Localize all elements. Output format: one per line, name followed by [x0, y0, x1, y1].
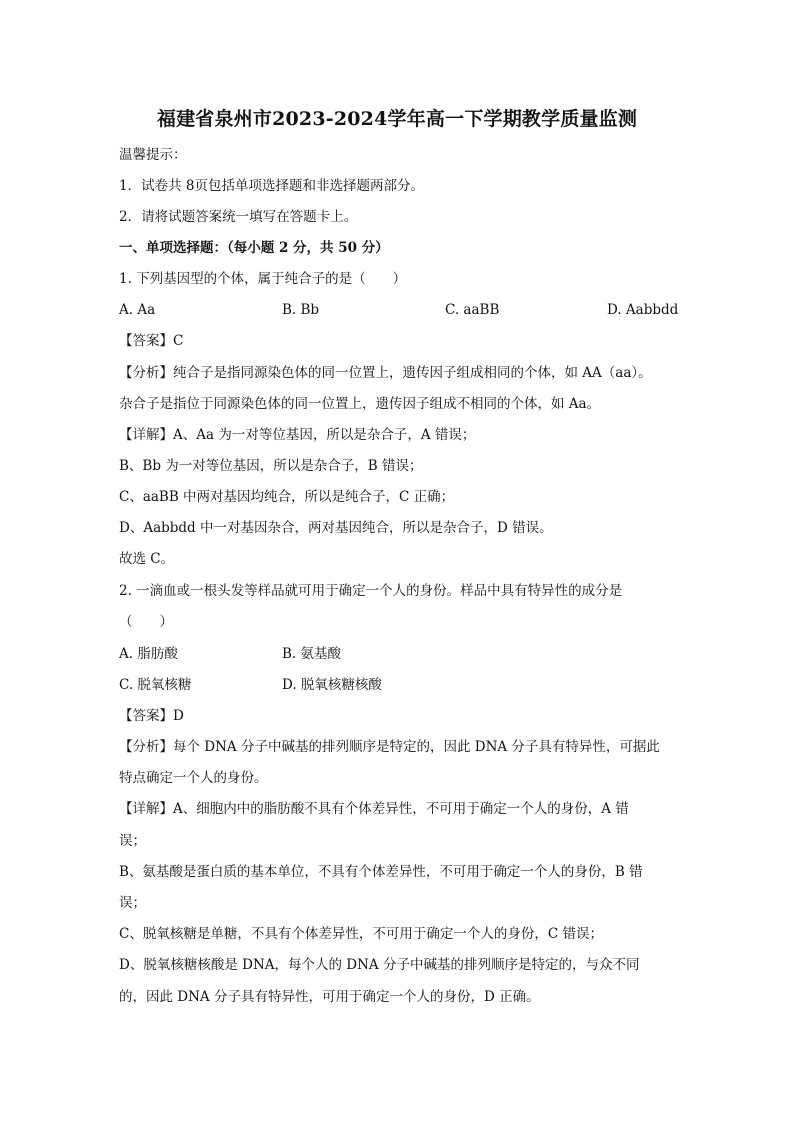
note-2: 2．请将试题答案统一填写在答题卡上。	[119, 209, 358, 225]
q1-detail-3: C、aaBB 中两对基因均纯合，所以是纯合子，C 正确；	[119, 489, 455, 505]
q1-stem: 1. 下列基因型的个体，属于纯合子的是（ ）	[119, 271, 407, 287]
q1-option-a: A. Aa	[119, 302, 156, 318]
q1-detail-2: B、Bb 为一对等位基因，所以是杂合子，B 错误；	[119, 458, 423, 474]
tip-label: 温馨提示：	[119, 147, 187, 163]
q1-conclusion: 故选 C。	[119, 551, 175, 567]
q2-detail-1: 【详解】A、细胞内中的脂肪酸不具有个体差异性，不可用于确定一个人的身份，A 错	[119, 801, 629, 817]
q2-answer: 【答案】D	[119, 708, 184, 724]
q2-detail-2-cont: 误；	[119, 895, 146, 911]
section-heading: 一、单项选择题：（每小题 2 分，共 50 分）	[119, 240, 389, 256]
q2-detail-2: B、氨基酸是蛋白质的基本单位，不具有个体差异性，不可用于确定一个人的身份，B 错	[119, 864, 643, 880]
q1-detail-1: 【详解】A、Aa 为一对等位基因，所以是杂合子，A 错误；	[119, 427, 476, 443]
q2-detail-3: C、脱氧核糖是单糖，不具有个体差异性，不可用于确定一个人的身份，C 错误；	[119, 926, 603, 942]
note-1: 1．试卷共 8页包括单项选择题和非选择题两部分。	[119, 178, 424, 194]
q2-option-c: C. 脱氧核糖	[119, 677, 192, 693]
q2-option-a: A. 脂肪酸	[119, 646, 178, 662]
q2-detail-4-cont: 的，因此 DNA 分子具有特异性，可用于确定一个人的身份，D 正确。	[119, 989, 540, 1005]
q1-answer: 【答案】C	[119, 333, 184, 349]
q1-option-c: C. aaBB	[445, 302, 500, 318]
document-title: 福建省泉州市2023-2024学年高一下学期教学质量监测	[156, 108, 638, 130]
q1-option-d: D. Aabbdd	[607, 302, 679, 318]
q2-detail-1-cont: 误；	[119, 833, 146, 849]
q2-option-b: B. 氨基酸	[282, 646, 342, 662]
q1-option-b: B. Bb	[282, 302, 320, 318]
q1-detail-4: D、Aabbdd 中一对基因杂合，两对基因纯合，所以是杂合子，D 错误。	[119, 520, 553, 536]
q2-stem-1: 2. 一滴血或一根头发等样品就可用于确定一个人的身份。样品中具有特异性的成分是	[119, 583, 623, 599]
q2-detail-4: D、脱氧核糖核酸是 DNA，每个人的 DNA 分子中碱基的排列顺序是特定的，与众不同	[119, 957, 640, 973]
q2-stem-2: （ ）	[119, 614, 173, 630]
q2-analysis-2: 特点确定一个人的身份。	[119, 770, 268, 786]
q1-analysis-1: 【分析】纯合子是指同源染色体的同一位置上，遗传因子组成相同的个体，如 AA（aa）。	[119, 365, 652, 381]
q2-option-d: D. 脱氧核糖核酸	[282, 677, 382, 693]
q2-analysis-1: 【分析】每个 DNA 分子中碱基的排列顺序是特定的，因此 DNA 分子具有特异性，可据此	[119, 739, 660, 755]
q1-analysis-2: 杂合子是指位于同源染色体的同一位置上，遗传因子组成不相同的个体，如 Aa。	[119, 396, 601, 412]
